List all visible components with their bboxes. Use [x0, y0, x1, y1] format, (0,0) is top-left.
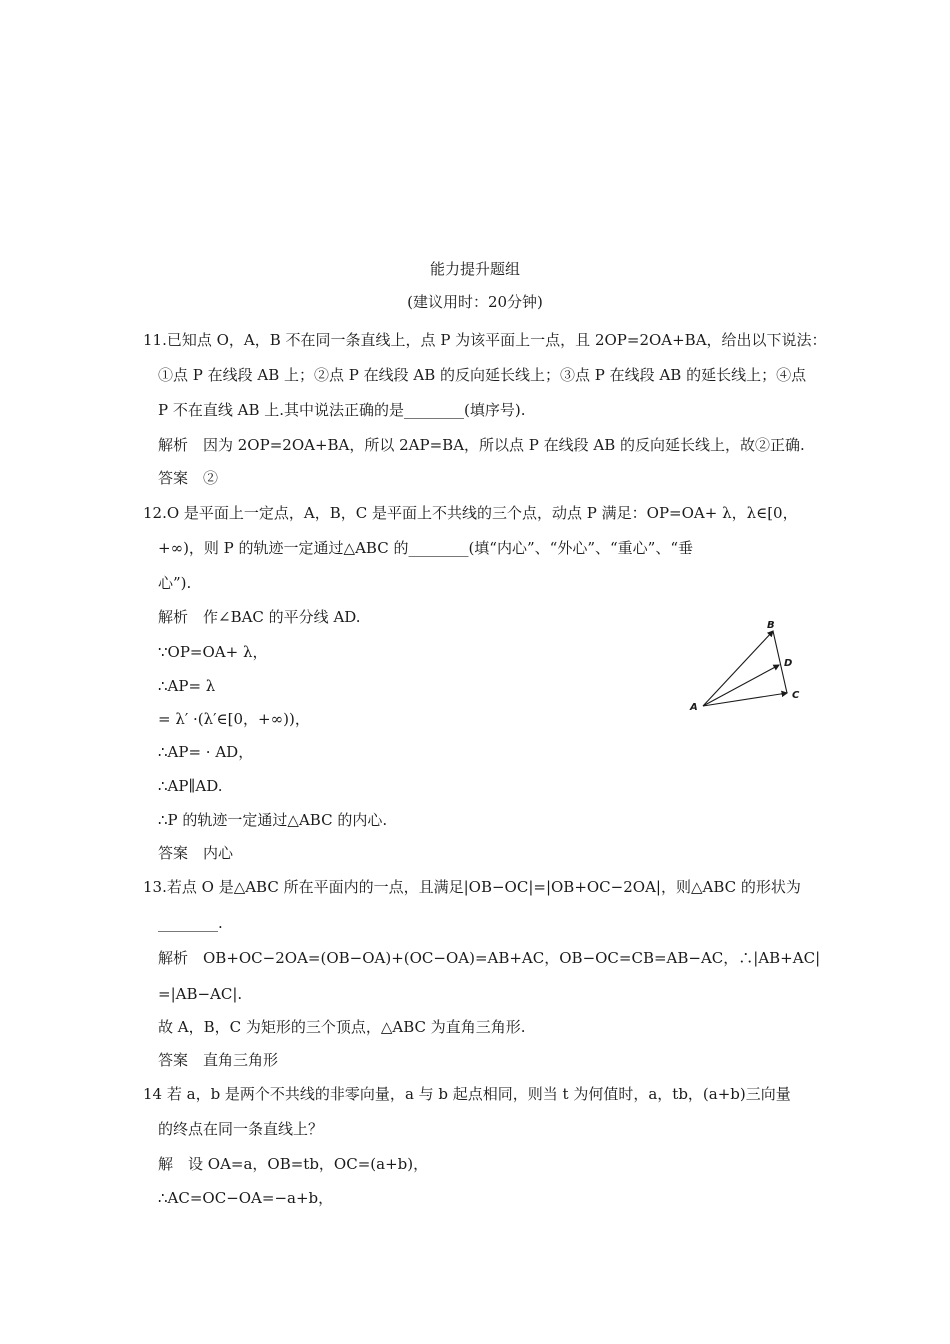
q12-step3: = λ′ ·(λ′∈[0，+∞))，: [158, 710, 310, 728]
q12-step5: ∴AP∥AD.: [158, 777, 223, 795]
q12-stem-line3: 心”).: [158, 574, 192, 592]
q13-answer: 答案 直角三角形: [158, 1051, 279, 1069]
q12-step6: ∴P 的轨迹一定通过△ABC 的内心.: [158, 811, 388, 829]
q13-analysis-line1: 解析 OB+OC−2OA=(OB−OA)+(OC−OA)=AB+AC，OB−OC=CB=AB−AC，∴|AB+AC|: [158, 949, 821, 967]
q14-step1: ∴AC=OC−OA=−a+b，: [158, 1189, 334, 1207]
q12-analysis: 解析 作∠BAC 的平分线 AD.: [158, 608, 361, 626]
q11-analysis: 解析 因为 2OP=2OA+BA，所以 2AP=BA，所以点 P 在线段 AB 的反向延长线上，故②正确.: [158, 436, 805, 454]
q11-stem-line3: P 不在直线 AB 上.其中说法正确的是________(填序号).: [158, 401, 526, 419]
q11-stem-line2: ①点 P 在线段 AB 上；②点 P 在线段 AB 的反向延长线上；③点 P 在线段 AB 的延长线上；④点: [158, 366, 807, 384]
angle-bisector-figure: [686, 614, 812, 714]
label-d: D: [784, 658, 793, 669]
q12-step4: ∴AP= · AD，: [158, 743, 254, 761]
q12-answer: 答案 内心: [158, 844, 234, 862]
q13-stem-line1: 13.若点 O 是△ABC 所在平面内的一点，且满足|OB−OC|=|OB+OC−2OA|，则△ABC 的形状为: [143, 878, 801, 896]
q13-stem-line2: ________.: [158, 914, 223, 932]
q11-answer: 答案 ②: [158, 469, 219, 487]
section-subtitle: (建议用时：20分钟): [407, 293, 543, 311]
q11-stem-line1: 11.已知点 O，A，B 不在同一条直线上，点 P 为该平面上一点，且 2OP=2OA+BA，给出以下说法：: [143, 331, 827, 349]
vector-ab: [703, 631, 773, 706]
label-c: C: [792, 690, 800, 701]
q12-stem-line2: +∞)，则 P 的轨迹一定通过△ABC 的________(填“内心”、“外心”、“重心”、“垂: [158, 539, 693, 557]
q14-stem-line2: 的终点在同一条直线上？: [158, 1120, 324, 1138]
section-title: 能力提升题组: [429, 260, 520, 278]
q13-analysis-line2: =|AB−AC|.: [158, 985, 243, 1003]
q13-conclusion: 故 A，B，C 为矩形的三个顶点，△ABC 为直角三角形.: [158, 1018, 526, 1036]
label-a: A: [690, 702, 698, 713]
q14-stem-line1: 14 若 a，b 是两个不共线的非零向量，a 与 b 起点相同，则当 t 为何值时，a，tb，(a+b)三向量: [143, 1085, 791, 1103]
q14-solution: 解 设 OA=a，OB=tb，OC=(a+b)，: [158, 1155, 429, 1173]
label-b: B: [767, 620, 775, 631]
q12-stem-line1: 12.O 是平面上一定点，A，B，C 是平面上不共线的三个点，动点 P 满足：OP=OA+ λ，λ∈[0，: [143, 504, 798, 522]
q12-step2: ∴AP= λ: [158, 677, 216, 695]
q12-step1: ∵OP=OA+ λ，: [158, 643, 268, 661]
